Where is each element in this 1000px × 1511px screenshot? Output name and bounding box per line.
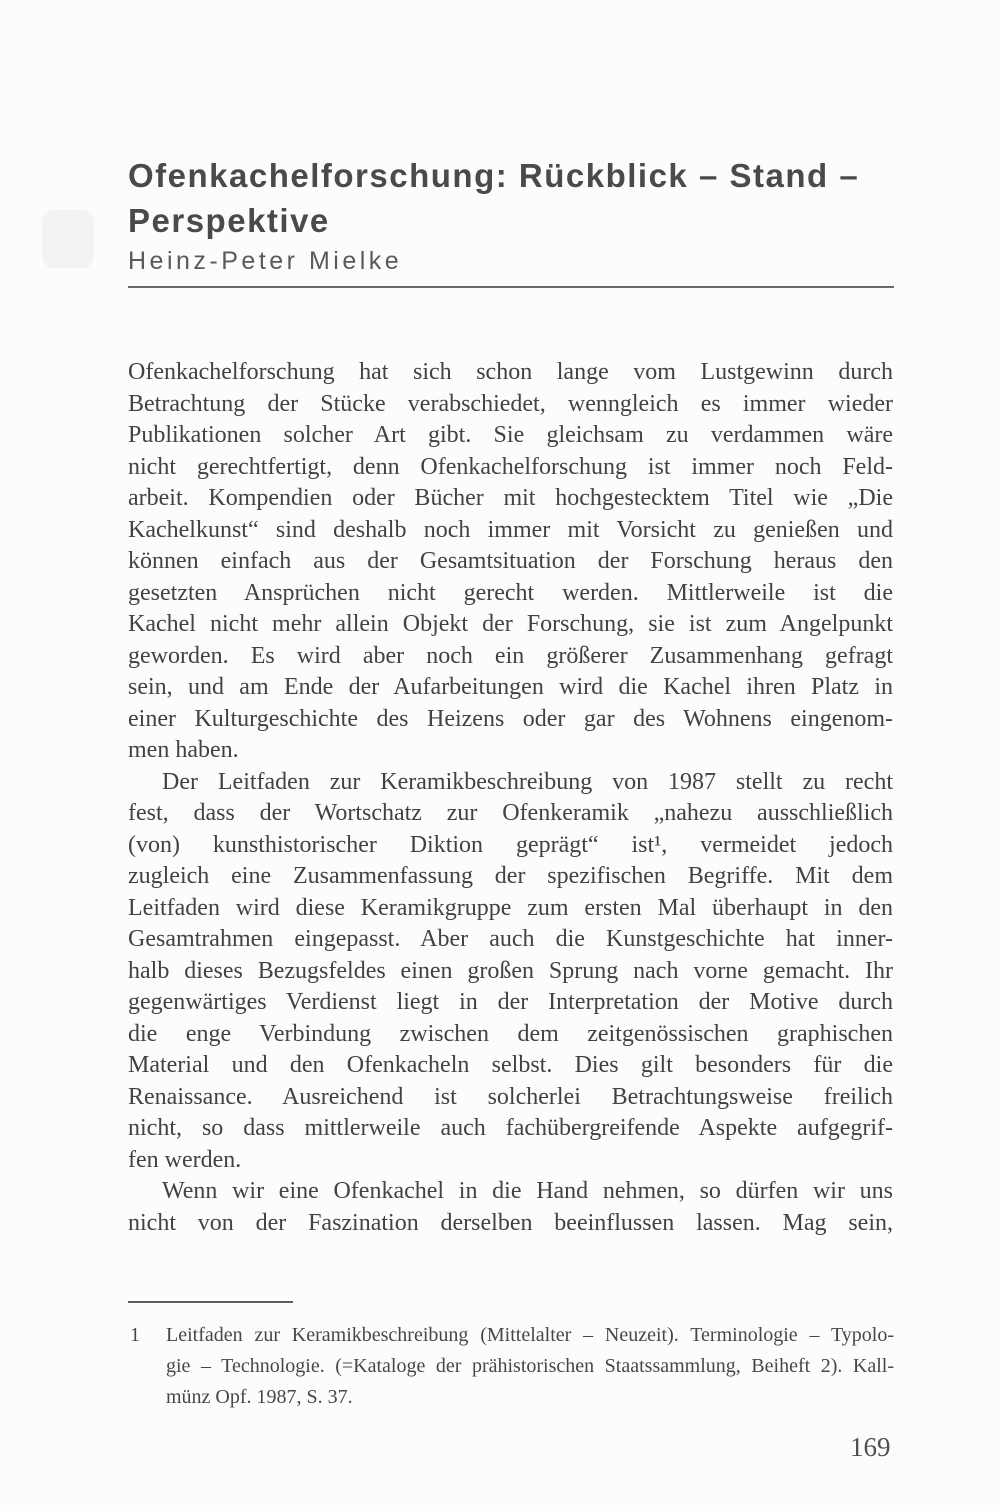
body-line: nicht, so dass mittlerweile auch fachübergreifende Aspekte aufgegrif- <box>128 1115 893 1141</box>
footnote-line: münz Opf. 1987, S. 37. <box>166 1386 353 1408</box>
body-line: Leitfaden wird diese Keramikgruppe zum ersten Mal überhaupt in den <box>128 894 893 921</box>
article-title <box>128 153 938 243</box>
footnote-line: gie – Technologie. (=Kataloge der prähistorischen Staatssammlung, Beiheft 2). Kall- <box>166 1355 894 1377</box>
footnote-marker: 1 <box>130 1324 140 1346</box>
paragraph <box>128 767 893 1177</box>
body-line: Kachelkunst“ sind deshalb noch immer mit Vorsicht zu genießen und <box>128 516 893 543</box>
body-line: geworden. Es wird aber noch ein größerer Zusammenhang gefragt <box>128 642 893 669</box>
body-line: men haben. <box>128 737 239 763</box>
paragraph <box>128 1176 893 1239</box>
body-line: Gesamtrahmen eingepasst. Aber auch die Kunstgeschichte hat inner- <box>128 926 893 952</box>
body-line: nicht gerechtfertigt, denn Ofenkachelforschung ist immer noch Feld- <box>128 453 893 480</box>
page-number: 169 <box>850 1432 891 1462</box>
body-line: sein, und am Ende der Aufarbeitungen wird die Kachel ihren Platz in <box>128 674 893 700</box>
footnote-lines <box>166 1320 894 1413</box>
article-author: Heinz-Peter Mielke <box>128 247 403 275</box>
body-line: können einfach aus der Gesamtsituation der Forschung heraus den <box>128 548 893 574</box>
body-text <box>128 357 893 1239</box>
body-line: zugleich eine Zusammenfassung der spezifischen Begriffe. Mit dem <box>128 863 893 889</box>
body-line: Publikationen solcher Art gibt. Sie gleichsam zu verdammen wäre <box>128 422 893 448</box>
footnote-rule <box>128 1301 293 1303</box>
body-line: Betrachtung der Stücke verabschiedet, wenngleich es immer wieder <box>128 390 893 417</box>
article-title-line1: Ofenkachelforschung: Rückblick – Stand – <box>128 157 860 195</box>
body-line: Der Leitfaden zur Keramikbeschreibung von 1987 stellt zu recht <box>162 768 893 795</box>
body-line: gegenwärtiges Verdienst liegt in der Interpretation der Motive durch <box>128 989 893 1015</box>
body-line: nicht von der Faszination derselben beeinflussen lassen. Mag sein, <box>128 1209 893 1236</box>
body-line: halb dieses Bezugsfeldes einen großen Sprung nach vorne gemacht. Ihr <box>128 957 893 984</box>
paragraph <box>128 357 893 767</box>
body-line: Ofenkachelforschung hat sich schon lange vom Lustgewinn durch <box>128 359 893 385</box>
body-line: Material und den Ofenkacheln selbst. Dies gilt besonders für die <box>128 1052 893 1078</box>
body-line: Kachel nicht mehr allein Objekt der Forschung, sie ist zum Angelpunkt <box>128 611 893 637</box>
author-rule <box>128 286 894 288</box>
body-line: Renaissance. Ausreichend ist solcherlei Betrachtungsweise freilich <box>128 1083 893 1110</box>
body-line: gesetzten Ansprüchen nicht gerecht werden. Mittlerweile ist die <box>128 579 893 606</box>
body-line: Wenn wir eine Ofenkachel in die Hand nehmen, so dürfen wir uns <box>162 1178 893 1204</box>
body-line: einer Kulturgeschichte des Heizens oder gar des Wohnens eingenom- <box>128 705 893 732</box>
body-line: fest, dass der Wortschatz zur Ofenkeramik „nahezu ausschließlich <box>128 800 893 826</box>
scan-artifact <box>42 210 94 268</box>
body-line: arbeit. Kompendien oder Bücher mit hochgestecktem Titel wie „Die <box>128 485 893 511</box>
body-line: (von) kunsthistorischer Diktion geprägt“ ist¹, vermeidet jedoch <box>128 831 893 858</box>
footnote-line: Leitfaden zur Keramikbeschreibung (Mittelalter – Neuzeit). Terminologie – Typolo- <box>166 1324 894 1346</box>
body-line: die enge Verbindung zwischen dem zeitgenössischen graphischen <box>128 1020 893 1047</box>
article-title-line2: Perspektive <box>128 202 330 240</box>
body-line: fen werden. <box>128 1146 242 1173</box>
